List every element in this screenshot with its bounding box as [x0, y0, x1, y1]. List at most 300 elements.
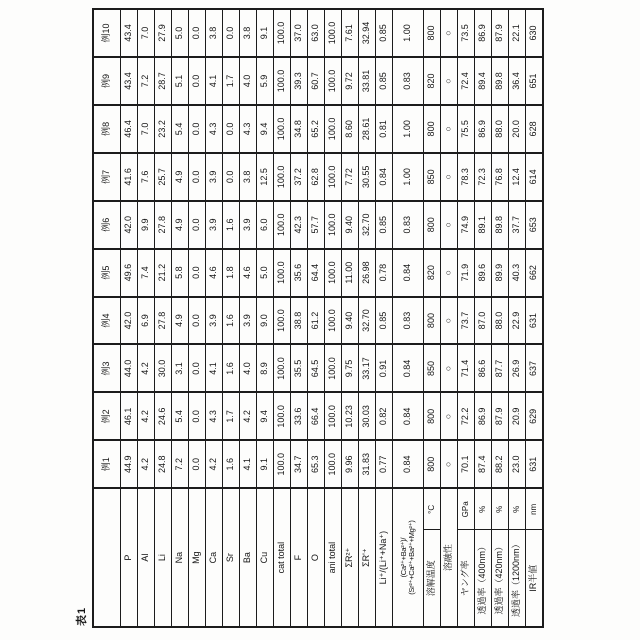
- row-label: Al: [138, 488, 155, 627]
- cell: 4.2: [206, 440, 223, 488]
- cell: 100.0: [325, 345, 342, 393]
- cell: 33.6: [291, 392, 308, 440]
- cell: 4.0: [240, 345, 257, 393]
- cell: 86.6: [475, 345, 492, 393]
- cell: ○: [441, 105, 458, 153]
- cell: 100.0: [274, 440, 291, 488]
- cell: 62.8: [308, 153, 325, 201]
- cell: 4.2: [240, 392, 257, 440]
- cell: 100.0: [274, 105, 291, 153]
- cell: 7.2: [138, 57, 155, 105]
- cell: 4.9: [172, 297, 189, 345]
- cell: 30.03: [359, 392, 376, 440]
- cell: 100.0: [325, 9, 342, 57]
- row-label: ヤング率: [458, 530, 475, 627]
- cell: 12.5: [257, 153, 274, 201]
- cell: 42.3: [291, 201, 308, 249]
- cell: 33.17: [359, 345, 376, 393]
- cell: 76.8: [492, 153, 509, 201]
- cell: 36.4: [509, 57, 526, 105]
- cell: 4.3: [206, 392, 223, 440]
- cell: 0.85: [376, 297, 393, 345]
- cell: 7.72: [342, 153, 359, 201]
- cell: 5.9: [257, 57, 274, 105]
- cell: 23.0: [509, 440, 526, 488]
- cell: ○: [441, 153, 458, 201]
- cell: 35.6: [291, 249, 308, 297]
- cell: 0.83: [393, 201, 424, 249]
- row-label: ani total: [325, 488, 342, 627]
- col-header: 例2: [93, 392, 121, 440]
- cell: 4.2: [138, 392, 155, 440]
- table-body: [121, 9, 543, 627]
- table-row: [509, 9, 526, 627]
- cell: 88.0: [492, 297, 509, 345]
- cell: 43.4: [121, 57, 138, 105]
- table-row: [223, 9, 240, 627]
- cell: 0.91: [376, 345, 393, 393]
- cell: ○: [441, 345, 458, 393]
- cell: 651: [526, 57, 543, 105]
- cell: 31.83: [359, 440, 376, 488]
- row-unit: %: [492, 488, 509, 530]
- cell: 4.2: [138, 440, 155, 488]
- row-label: Cu: [257, 488, 274, 627]
- cell: 49.6: [121, 249, 138, 297]
- row-label: cat total: [274, 488, 291, 627]
- cell: 637: [526, 345, 543, 393]
- cell: 32.94: [359, 9, 376, 57]
- cell: 800: [424, 297, 441, 345]
- table-row: [342, 9, 359, 627]
- cell: 89.8: [492, 57, 509, 105]
- row-unit: %: [475, 488, 492, 530]
- cell: 30.55: [359, 153, 376, 201]
- cell: 44.9: [121, 440, 138, 488]
- cell: 800: [424, 392, 441, 440]
- cell: 24.6: [155, 392, 172, 440]
- cell: 87.9: [492, 392, 509, 440]
- cell: 66.4: [308, 392, 325, 440]
- row-label: Li: [155, 488, 172, 627]
- cell: 0.78: [376, 249, 393, 297]
- col-header: 例10: [93, 9, 121, 57]
- table-row: [138, 9, 155, 627]
- row-label: Ca: [206, 488, 223, 627]
- cell: 0.84: [393, 345, 424, 393]
- row-label: Na: [172, 488, 189, 627]
- cell: 5.4: [172, 392, 189, 440]
- cell: 73.7: [458, 297, 475, 345]
- cell: 0.0: [189, 297, 206, 345]
- cell: 0.83: [393, 57, 424, 105]
- cell: 820: [424, 249, 441, 297]
- cell: 0.0: [189, 392, 206, 440]
- cell: 42.0: [121, 297, 138, 345]
- cell: 74.9: [458, 201, 475, 249]
- cell: 0.81: [376, 105, 393, 153]
- cell: 9.40: [342, 201, 359, 249]
- row-label: 溶解温度: [424, 530, 441, 627]
- cell: 86.9: [475, 9, 492, 57]
- cell: 9.40: [342, 297, 359, 345]
- row-unit: nm: [526, 488, 543, 530]
- table-row: [121, 9, 138, 627]
- corner-cell: [93, 488, 121, 627]
- cell: 22.9: [509, 297, 526, 345]
- cell: 100.0: [325, 297, 342, 345]
- cell: ○: [441, 440, 458, 488]
- cell: 64.4: [308, 249, 325, 297]
- cell: 89.4: [475, 57, 492, 105]
- cell: 12.4: [509, 153, 526, 201]
- cell: 24.8: [155, 440, 172, 488]
- cell: 0.0: [189, 201, 206, 249]
- cell: 37.0: [291, 9, 308, 57]
- cell: ○: [441, 57, 458, 105]
- cell: 28.7: [155, 57, 172, 105]
- cell: 0.0: [189, 105, 206, 153]
- cell: 9.96: [342, 440, 359, 488]
- cell: 800: [424, 9, 441, 57]
- cell: 9.0: [257, 297, 274, 345]
- table-row: [308, 9, 325, 627]
- cell: ○: [441, 392, 458, 440]
- cell: 26.98: [359, 249, 376, 297]
- cell: 40.3: [509, 249, 526, 297]
- cell: 87.9: [492, 9, 509, 57]
- cell: 1.7: [223, 392, 240, 440]
- cell: 820: [424, 57, 441, 105]
- cell: 3.9: [240, 201, 257, 249]
- cell: 100.0: [325, 57, 342, 105]
- cell: 72.2: [458, 392, 475, 440]
- cell: 100.0: [274, 392, 291, 440]
- cell: 100.0: [325, 392, 342, 440]
- cell: 100.0: [325, 153, 342, 201]
- cell: 4.2: [138, 345, 155, 393]
- cell: 21.2: [155, 249, 172, 297]
- table-caption: 表1: [76, 606, 88, 626]
- cell: 1.6: [223, 440, 240, 488]
- cell: 0.0: [189, 9, 206, 57]
- cell: 4.1: [240, 440, 257, 488]
- cell: 9.72: [342, 57, 359, 105]
- cell: 27.9: [155, 9, 172, 57]
- header-row: [93, 9, 121, 627]
- cell: 88.0: [492, 105, 509, 153]
- cell: 0.0: [189, 345, 206, 393]
- cell: 850: [424, 345, 441, 393]
- cell: ○: [441, 297, 458, 345]
- cell: 71.4: [458, 345, 475, 393]
- cell: 9.4: [257, 105, 274, 153]
- cell: 100.0: [325, 201, 342, 249]
- cell: 64.5: [308, 345, 325, 393]
- cell: 87.4: [475, 440, 492, 488]
- cell: 100.0: [325, 249, 342, 297]
- row-unit: GPa: [458, 488, 475, 530]
- cell: 25.7: [155, 153, 172, 201]
- cell: 850: [424, 153, 441, 201]
- cell: 57.7: [308, 201, 325, 249]
- cell: 4.6: [240, 249, 257, 297]
- cell: 3.9: [206, 153, 223, 201]
- cell: 9.4: [257, 392, 274, 440]
- cell: 100.0: [274, 345, 291, 393]
- cell: 34.8: [291, 105, 308, 153]
- cell: 0.84: [393, 249, 424, 297]
- table-row: [155, 9, 172, 627]
- cell: 100.0: [274, 9, 291, 57]
- cell: 614: [526, 153, 543, 201]
- cell: 5.8: [172, 249, 189, 297]
- cell: 65.3: [308, 440, 325, 488]
- cell: 0.84: [376, 153, 393, 201]
- cell: 800: [424, 440, 441, 488]
- cell: 89.8: [492, 201, 509, 249]
- cell: 39.3: [291, 57, 308, 105]
- cell: 3.9: [240, 297, 257, 345]
- cell: 0.0: [189, 440, 206, 488]
- cell: 7.0: [138, 105, 155, 153]
- cell: 71.9: [458, 249, 475, 297]
- cell: 4.9: [172, 201, 189, 249]
- cell: 100.0: [274, 201, 291, 249]
- cell: 5.4: [172, 105, 189, 153]
- cell: 628: [526, 105, 543, 153]
- row-label: Sr: [223, 488, 240, 627]
- cell: 662: [526, 249, 543, 297]
- row-label: Li⁺/(Li⁺+Na⁺): [376, 488, 393, 627]
- row-label: 溶融性: [441, 488, 458, 627]
- cell: 9.1: [257, 440, 274, 488]
- table-row: [291, 9, 308, 627]
- cell: 38.8: [291, 297, 308, 345]
- row-label: IR半値: [526, 530, 543, 627]
- row-label: 透過率（420nm）: [492, 530, 509, 627]
- table-row: [274, 9, 291, 627]
- cell: 800: [424, 201, 441, 249]
- cell: 32.70: [359, 201, 376, 249]
- cell: 72.3: [475, 153, 492, 201]
- cell: 72.4: [458, 57, 475, 105]
- cell: 7.6: [138, 153, 155, 201]
- cell: 100.0: [274, 57, 291, 105]
- table-row: [424, 9, 441, 627]
- row-label: (Ca²⁺+Ba²⁺)/ (Sr²⁺+Ca²⁺+Ba²⁺+Mg²⁺): [393, 488, 424, 627]
- cell: 0.77: [376, 440, 393, 488]
- row-label: 透過率（1200nm）: [509, 530, 526, 627]
- cell: 4.9: [172, 153, 189, 201]
- row-label: ΣR'⁺: [359, 488, 376, 627]
- cell: 87.7: [492, 345, 509, 393]
- table-row: [172, 9, 189, 627]
- cell: 4.3: [206, 105, 223, 153]
- cell: 631: [526, 440, 543, 488]
- cell: 86.9: [475, 105, 492, 153]
- cell: 7.2: [172, 440, 189, 488]
- cell: 1.00: [393, 153, 424, 201]
- cell: 1.6: [223, 345, 240, 393]
- row-label: Mg: [189, 488, 206, 627]
- cell: ○: [441, 9, 458, 57]
- cell: 1.6: [223, 201, 240, 249]
- cell: 0.0: [223, 153, 240, 201]
- cell: 3.9: [206, 201, 223, 249]
- cell: 7.0: [138, 9, 155, 57]
- cell: 89.6: [475, 249, 492, 297]
- cell: 0.0: [189, 153, 206, 201]
- cell: 1.8: [223, 249, 240, 297]
- cell: 4.1: [206, 57, 223, 105]
- cell: 46.1: [121, 392, 138, 440]
- cell: 5.0: [172, 9, 189, 57]
- cell: 3.1: [172, 345, 189, 393]
- cell: 4.1: [206, 345, 223, 393]
- cell: 0.84: [393, 392, 424, 440]
- cell: 10.23: [342, 392, 359, 440]
- cell: 8.9: [257, 345, 274, 393]
- cell: 27.8: [155, 201, 172, 249]
- cell: 34.7: [291, 440, 308, 488]
- cell: 43.4: [121, 9, 138, 57]
- table-row: [526, 9, 543, 627]
- row-label: O: [308, 488, 325, 627]
- cell: 61.2: [308, 297, 325, 345]
- col-header: 例9: [93, 57, 121, 105]
- cell: 0.0: [189, 249, 206, 297]
- cell: ○: [441, 249, 458, 297]
- cell: 88.2: [492, 440, 509, 488]
- cell: 0.85: [376, 57, 393, 105]
- cell: 44.0: [121, 345, 138, 393]
- cell: 73.5: [458, 9, 475, 57]
- cell: 6.9: [138, 297, 155, 345]
- cell: 4.6: [206, 249, 223, 297]
- cell: 5.0: [257, 249, 274, 297]
- cell: 8.60: [342, 105, 359, 153]
- row-label: ΣR²⁺: [342, 488, 359, 627]
- col-header: 例6: [93, 201, 121, 249]
- cell: 20.9: [509, 392, 526, 440]
- cell: 89.1: [475, 201, 492, 249]
- table-row: [458, 9, 475, 627]
- cell: 9.1: [257, 9, 274, 57]
- table-row: [492, 9, 509, 627]
- table-row: [475, 9, 492, 627]
- cell: 20.0: [509, 105, 526, 153]
- cell: 11.00: [342, 249, 359, 297]
- cell: 0.85: [376, 9, 393, 57]
- table-row: [189, 9, 206, 627]
- cell: 4.3: [240, 105, 257, 153]
- cell: 35.5: [291, 345, 308, 393]
- table-row: [393, 9, 424, 627]
- cell: 0.85: [376, 201, 393, 249]
- cell: 629: [526, 392, 543, 440]
- table-row: [206, 9, 223, 627]
- cell: ○: [441, 201, 458, 249]
- cell: 37.2: [291, 153, 308, 201]
- table-row: [257, 9, 274, 627]
- col-header: 例7: [93, 153, 121, 201]
- cell: 653: [526, 201, 543, 249]
- row-unit: °C: [424, 488, 441, 530]
- cell: 100.0: [274, 297, 291, 345]
- cell: 42.0: [121, 201, 138, 249]
- row-label: P: [121, 488, 138, 627]
- cell: 37.7: [509, 201, 526, 249]
- table-row: [441, 9, 458, 627]
- table-row: [240, 9, 257, 627]
- cell: 3.9: [206, 297, 223, 345]
- table-row: [325, 9, 342, 627]
- cell: 0.0: [189, 57, 206, 105]
- cell: 78.3: [458, 153, 475, 201]
- cell: 630: [526, 9, 543, 57]
- table-head: [93, 9, 121, 627]
- cell: 22.1: [509, 9, 526, 57]
- cell: 1.6: [223, 297, 240, 345]
- cell: 0.0: [223, 9, 240, 57]
- cell: 5.1: [172, 57, 189, 105]
- rotated-table-area: [73, 8, 544, 628]
- cell: 28.61: [359, 105, 376, 153]
- cell: 0.83: [393, 297, 424, 345]
- composition-table: [92, 8, 544, 628]
- row-label: 透過率（400nm）: [475, 530, 492, 627]
- col-header: 例8: [93, 105, 121, 153]
- col-header: 例1: [93, 440, 121, 488]
- cell: 4.0: [240, 57, 257, 105]
- cell: 100.0: [274, 249, 291, 297]
- cell: 23.2: [155, 105, 172, 153]
- cell: 27.8: [155, 297, 172, 345]
- cell: 1.7: [223, 57, 240, 105]
- cell: 6.0: [257, 201, 274, 249]
- cell: 3.8: [206, 9, 223, 57]
- cell: 60.7: [308, 57, 325, 105]
- cell: 86.9: [475, 392, 492, 440]
- cell: 0.84: [393, 440, 424, 488]
- table-row: [359, 9, 376, 627]
- cell: 0.82: [376, 392, 393, 440]
- cell: 32.70: [359, 297, 376, 345]
- cell: 0.0: [223, 105, 240, 153]
- cell: 33.81: [359, 57, 376, 105]
- row-label: F: [291, 488, 308, 627]
- cell: 800: [424, 105, 441, 153]
- col-header: 例3: [93, 345, 121, 393]
- cell: 89.9: [492, 249, 509, 297]
- table-row: [376, 9, 393, 627]
- cell: 75.5: [458, 105, 475, 153]
- cell: 26.9: [509, 345, 526, 393]
- cell: 41.6: [121, 153, 138, 201]
- col-header: 例5: [93, 249, 121, 297]
- cell: 70.1: [458, 440, 475, 488]
- cell: 631: [526, 297, 543, 345]
- cell: 100.0: [325, 440, 342, 488]
- cell: 7.61: [342, 9, 359, 57]
- cell: 9.9: [138, 201, 155, 249]
- cell: 46.4: [121, 105, 138, 153]
- cell: 65.2: [308, 105, 325, 153]
- cell: 1.00: [393, 9, 424, 57]
- cell: 7.4: [138, 249, 155, 297]
- cell: 87.0: [475, 297, 492, 345]
